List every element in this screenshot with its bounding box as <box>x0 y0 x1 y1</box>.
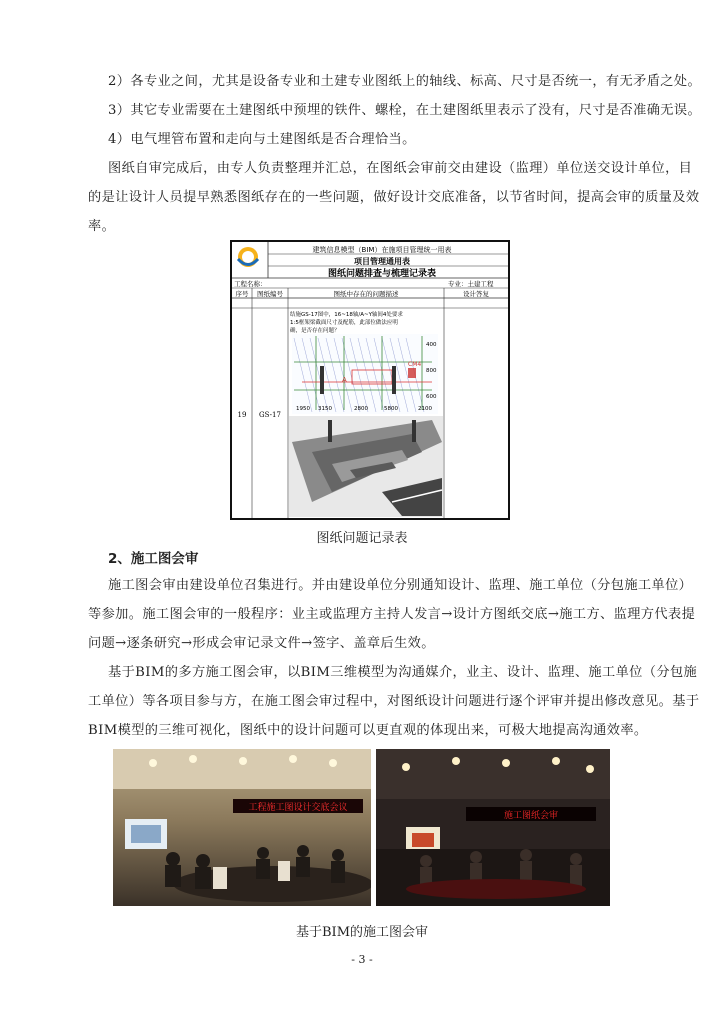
dim-right: 400 <box>426 342 437 348</box>
table-header-line2: 项目管理通用表 <box>354 257 410 266</box>
paragraph-line: 工单位）等各项目参与方，在施工图会审过程中，对图纸设计问题进行逐个评审并提出修改意见。基于 <box>88 694 700 709</box>
paragraph-line: 施工图会审由建设单位召集进行。并由建设单位分别通知设计、监理、施工单位（分包施工单位） <box>108 578 693 593</box>
paragraph-line: 率。 <box>88 219 116 234</box>
paragraph-line: 图纸自审完成后，由专人负责整理并汇总，在图纸会审前交由建设（监理）单位送交设计单位，目 <box>108 161 693 176</box>
paragraph-line: 问题→逐条研究→形成会审记录文件→签字、盖章后生效。 <box>88 636 435 651</box>
banner-text: 施工图纸会审 <box>503 811 559 821</box>
meeting-photo-left <box>113 749 371 906</box>
discipline-label: 专业：土建工程 <box>448 280 494 288</box>
paragraph-line: 等参加。施工图会审的一般程序：业主或监理方主持人发言→设计方图纸交底→施工方、监理方代表提 <box>88 607 696 622</box>
section-heading: 2、施工图会审 <box>108 551 199 567</box>
paragraph-item-4: 4）电气埋管布置和走向与土建图纸是否合理恰当。 <box>108 132 416 147</box>
paragraph-item-3: 3）其它专业需要在土建图纸中预埋的铁件、螺栓，在土建图纸里表示了没有，尺寸是否准确无误。 <box>108 103 702 118</box>
cad-label-a: A <box>342 376 347 384</box>
paragraph-item-2: 2）各专业之间，尤其是设备专业和土建专业图纸上的轴线、标高、尺寸是否统一，有无矛盾之处。 <box>108 74 702 89</box>
meeting-photo-right <box>376 749 610 906</box>
paragraph-line: 的是让设计人员提早熟悉图纸存在的一些问题，做好设计交底准备，以节省时间，提高会审的质量及效 <box>88 190 700 205</box>
dim-right: 800 <box>426 368 437 374</box>
dim-label: 1950 <box>296 406 310 412</box>
bim-3d-render <box>289 416 443 517</box>
issue-text-line: 确，是否存在问题？ <box>290 328 340 334</box>
col-header-issue: 图纸中存在的问题描述 <box>333 290 399 298</box>
col-header-no: 序号 <box>235 290 249 298</box>
banner-text: 工程施工图设计交底会议 <box>248 803 348 813</box>
dim-label: 3150 <box>318 406 332 412</box>
dim-right: 600 <box>426 394 437 400</box>
issue-text-line: 结施GS-17图中，16~18轴/A~Y轴间4处要求 <box>290 312 403 318</box>
table-title: 图纸问题排查与梳理记录表 <box>327 269 437 279</box>
row-number: 19 <box>237 411 247 419</box>
project-label: 工程名称： <box>234 280 267 288</box>
table-header-line1: 建筑信息模型（BIM）在施项目管理统一用表 <box>312 246 452 254</box>
issue-text-line: 1:5框架梁截面尺寸及配筋，此部位做法应明 <box>290 320 398 326</box>
photos-caption: 基于BIM的施工图会审 <box>296 925 428 940</box>
dim-label: 2800 <box>354 406 368 412</box>
figure-caption: 图纸问题记录表 <box>316 531 408 546</box>
drawing-issue-table-figure <box>230 240 510 520</box>
drawing-issue-table-svg <box>232 242 508 518</box>
row-drawing-id: GS-17 <box>259 411 281 419</box>
paragraph-line: 基于BIM的多方施工图会审，以BIM三维模型为沟通媒介，业主、设计、监理、施工单位（分包施 <box>108 665 698 680</box>
paragraph-line: BIM模型的三维可视化，图纸中的设计问题可以更直观的体现出来，可极大地提高沟通效率。 <box>88 723 648 738</box>
col-header-reply: 设计答复 <box>463 290 489 298</box>
dim-label: 5800 <box>384 406 398 412</box>
cad-label-cm4: CM4 <box>408 361 422 368</box>
company-logo <box>238 247 258 267</box>
page-number: - 3 - <box>351 953 373 966</box>
col-header-drawing: 图纸编号 <box>257 290 283 298</box>
dim-label: 2100 <box>418 406 432 412</box>
cad-drawing <box>292 334 438 414</box>
